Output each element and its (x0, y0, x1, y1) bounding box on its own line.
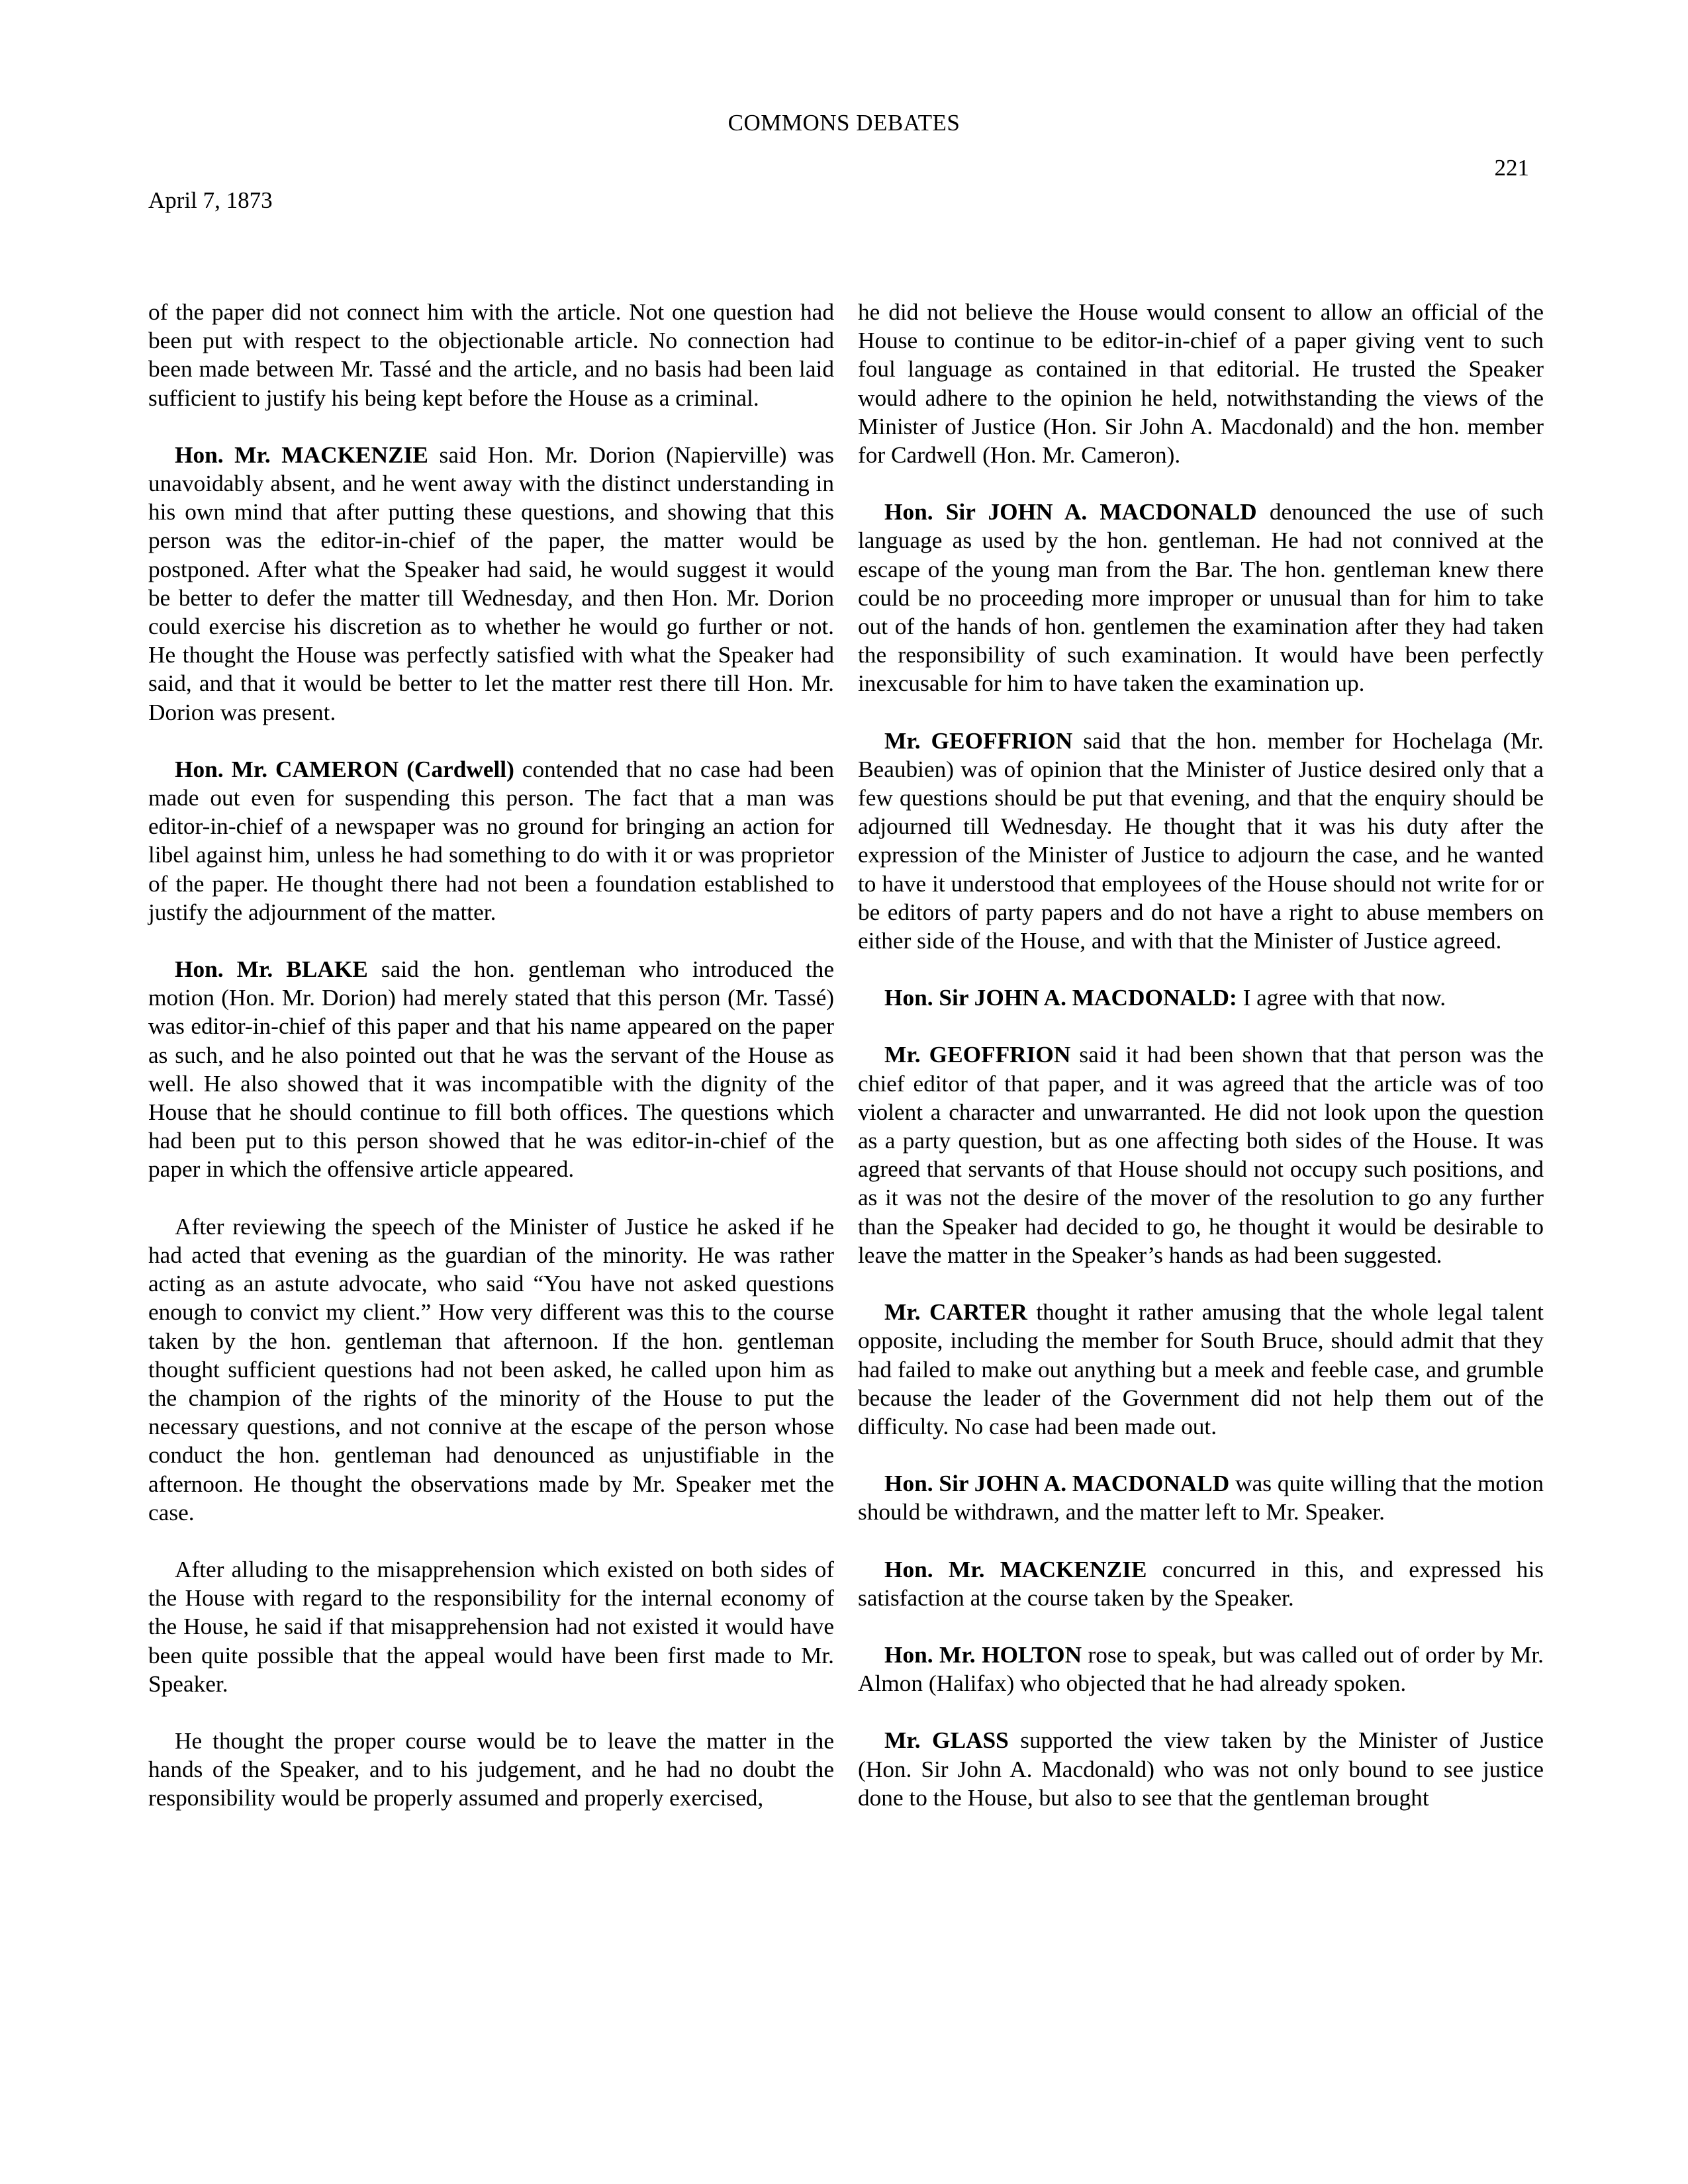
paragraph (858, 983, 1544, 1012)
paragraph (148, 1555, 834, 1698)
page-number: 221 (1494, 155, 1529, 181)
speaker-name: Hon. Mr. CAMERON (Cardwell) (175, 756, 514, 782)
paragraph (858, 298, 1544, 469)
paragraph-text: said Hon. Mr. Dorion (Napierville) was unavoidably absent, and he went away with the distinct understanding in his own mind that after putting these questions, and showing that this person was the editor-in-chief of the paper, the matter would be postponed. After what the Speaker had said, he would suggest it would be better to defer the matter till Wednesday, and then Hon. Mr. Dorion could exercise his discretion as to whether he would go further or not. He thought the House was perfectly satisfied with what the Speaker had said, and that it would be better to let the matter rest there till Hon. Mr. Dorion was present. (148, 441, 834, 725)
paragraph-text: he did not believe the House would consent to allow an official of the House to continue to be editor-in-chief of a paper giving vent to such foul language as contained in that editorial. He trusted the Speaker would adhere to the opinion he held, notwithstanding the views of the Minister of Justice (Hon. Sir John A. Macdonald) and the hon. member for Cardwell (Hon. Mr. Cameron). (858, 299, 1544, 469)
paragraph (858, 498, 1544, 698)
page-date: April 7, 1873 (148, 187, 273, 213)
paragraph (148, 298, 834, 412)
speaker-name: Hon. Sir JOHN A. MACDONALD (884, 499, 1257, 525)
paragraph (858, 1641, 1544, 1698)
speaker-name: Hon. Mr. MACKENZIE (175, 441, 428, 468)
paragraph-text: was quite willing that the motion should be withdrawn, and the matter left to Mr. Speaker. (858, 1471, 1544, 1525)
paragraph (148, 1212, 834, 1527)
paragraph-text: said that the hon. member for Hochelaga (Mr. Beaubien) was of opinion that the Minister of Justice desired only that a few questions should be put that evening, and that the enquiry should be adjourned till Wednesday. He thought that it was his duty after the expression of the Minister of Justice to adjourn the case, and he wanted to have it understood that employees of the House should not write for or be editors of party papers and do not have a right to abuse members on either side of the House, and with that the Minister of Justice agreed. (858, 727, 1544, 954)
paragraph-text: said the hon. gentleman who introduced the motion (Hon. Mr. Dorion) had merely stated that this person (Mr. Tassé) was editor-in-chief of this paper and that his name appeared on the paper as such, and he also pointed out that he was the servant of the House as well. He also showed that it was incompatible with the dignity of the House that he should continue to fill both offices. The questions which had been put to this person showed that he was editor-in-chief of the paper in which the offensive article appeared. (148, 956, 834, 1183)
paragraph (858, 1040, 1544, 1269)
paragraph (858, 727, 1544, 956)
paragraph-text: After alluding to the misapprehension which existed on both sides of the House with regard to the responsibility for the internal economy of the House, he said if that misapprehension had not existed it would have been quite possible that the appeal would have been first made to Mr. Speaker. (148, 1556, 834, 1697)
paragraph-text: concurred in this, and expressed his satisfaction at the course taken by the Speaker. (858, 1556, 1544, 1611)
paragraph-text: denounced the use of such language as used by the hon. gentleman. He had not connived at the escape of the young man from the Bar. The hon. gentleman knew there could be no proceeding more improper or unusual than for him to take out of the hands of hon. gentlemen the examination after they had taken the responsibility of such examination. It would have been perfectly inexcusable for him to have taken the examination up. (858, 499, 1544, 697)
paragraph-text: I agree with that now. (1237, 985, 1446, 1011)
paragraph-text: After reviewing the speech of the Minister of Justice he asked if he had acted that evening as the guardian of the minority. He was rather acting as an astute advocate, who said “You have not asked questions enough to convict my client.” How very different was this to the course taken by the hon. gentleman that afternoon. If the hon. gentleman thought sufficient questions had not been asked, he called upon him as the champion of the rights of the minority of the House to put the necessary questions, and not connive at the escape of the person whose conduct the hon. gentleman had denounced as unjustifiable in the afternoon. He thought the observations made by Mr. Speaker met the case. (148, 1213, 834, 1525)
right-column (858, 298, 1544, 1841)
paragraph-text: thought it rather amusing that the whole legal talent opposite, including the member for South Bruce, should admit that they had failed to make out anything but a meek and feeble case, and grumble because the leader of the Government did not help them out of the difficulty. No case had been made out. (858, 1299, 1544, 1439)
paragraph (148, 1727, 834, 1813)
paragraph-text: supported the view taken by the Minister of Justice (Hon. Sir John A. Macdonald) who was not only bound to see justice done to the House, but also to see that the gentleman brought (858, 1727, 1544, 1811)
paragraph (148, 955, 834, 1184)
speaker-name: Hon. Mr. MACKENZIE (884, 1556, 1147, 1582)
speaker-name: Hon. Sir JOHN A. MACDONALD: (884, 985, 1237, 1011)
paragraph-text: rose to speak, but was called out of order by Mr. Almon (Halifax) who objected that he had already spoken. (858, 1641, 1544, 1697)
left-column (148, 298, 834, 1841)
speaker-name: Mr. CARTER (884, 1299, 1027, 1326)
page-header: COMMONS DEBATES (727, 110, 961, 136)
speaker-name: Hon. Sir JOHN A. MACDONALD (884, 1471, 1230, 1497)
paragraph-text: contended that no case had been made out even for suspending this person. The fact that a man was editor-in-chief of a newspaper was no ground for bringing an action for libel against him, unless he had something to do with it or was proprietor of the paper. He thought there had not been a foundation established to justify the adjournment of the matter. (148, 756, 834, 925)
paragraph-text: said it had been shown that that person was the chief editor of that paper, and it was agreed that the article was of too violent a character and unwarranted. He did not look upon the question as a party question, but as one affecting both sides of the House. It was agreed that servants of that House should not occupy such positions, and as it was not the desire of the mover of the resolution to go any further than the Speaker had decided to go, he thought it would be desirable to leave the matter in the Speaker’s hands as had been suggested. (858, 1042, 1544, 1268)
speaker-name: Mr. GEOFFRION (884, 1042, 1071, 1068)
paragraph-text: of the paper did not connect him with the article. Not one question had been put with respect to the objectionable article. No connection had been made between Mr. Tassé and the article, and no basis had been laid sufficient to justify his being kept before the House as a criminal. (148, 299, 834, 411)
paragraph (858, 1726, 1544, 1812)
paragraph (858, 1298, 1544, 1441)
paragraph-text: He thought the proper course would be to leave the matter in the hands of the Speaker, and to his judgement, and he had no doubt the responsibility would be properly assumed and properly exercised, (148, 1727, 834, 1811)
paragraph (148, 755, 834, 927)
speaker-name: Mr. GLASS (884, 1727, 1009, 1754)
paragraph (858, 1555, 1544, 1612)
speaker-name: Hon. Mr. HOLTON (884, 1641, 1082, 1668)
speaker-name: Hon. Mr. BLAKE (175, 956, 368, 983)
speaker-name: Mr. GEOFFRION (884, 727, 1073, 754)
paragraph (858, 1469, 1544, 1526)
paragraph (148, 441, 834, 727)
